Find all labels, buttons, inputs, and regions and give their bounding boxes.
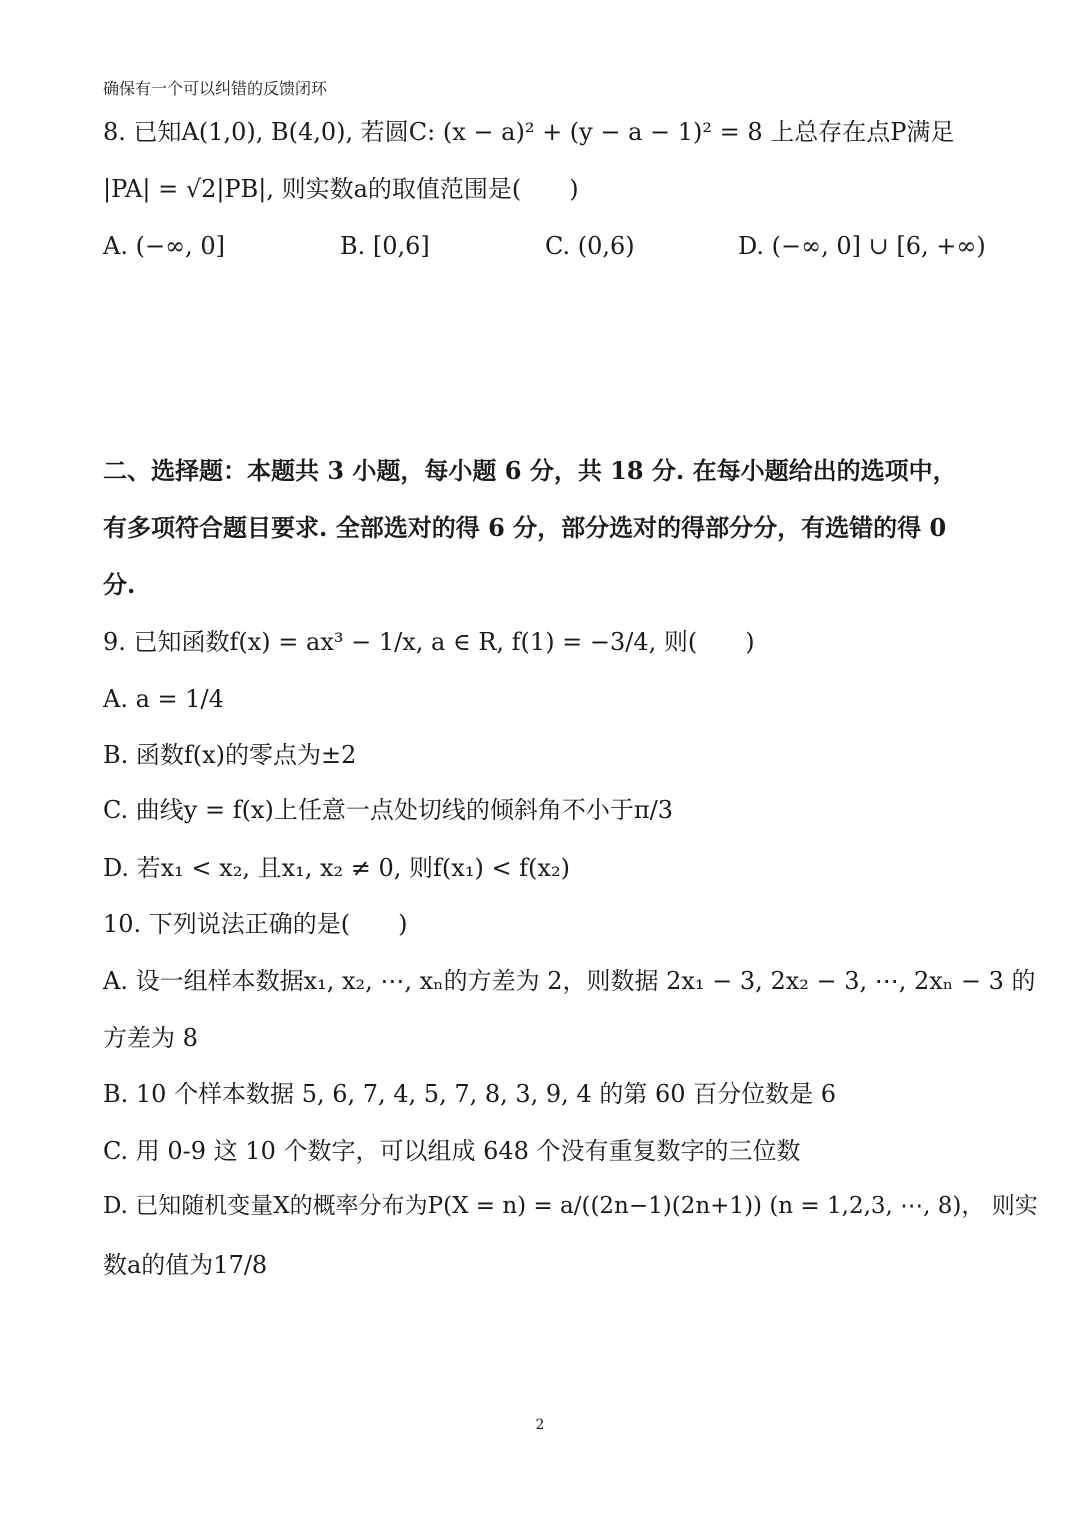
question-10-option-a-line1: A. 设一组样本数据x₁, x₂, ⋯, xₙ的方差为 2，则数据 2x₁ − 3, 2x₂ − 3, ⋯, 2xₙ − 3 的 [103,967,1036,995]
question-9-option-c: C. 曲线y = f(x)上任意一点处切线的倾斜角不小于π/3 [103,796,673,824]
question-10-option-d-line1: D. 已知随机变量X的概率分布为P(X = n) = a/((2n−1)(2n+1)) (n = 1,2,3, ⋯, 8)， 则实 [103,1193,1038,1219]
question-8-option-d: D. (−∞, 0] ∪ [6, +∞) [738,232,986,260]
question-9-stem: 9. 已知函数f(x) = ax³ − 1/x, a ∈ R, f(1) = −3/4, 则( ) [103,628,755,656]
question-8-option-a: A. (−∞, 0] [103,232,225,260]
question-8-stem-line2: |PA| = √2|PB|, 则实数a的取值范围是( ) [103,175,579,203]
question-8-option-c: C. (0,6) [545,232,635,260]
question-10-option-c: C. 用 0-9 这 10 个数字，可以组成 648 个没有重复数字的三位数 [103,1137,801,1165]
page-header: 确保有一个可以纠错的反馈闭环 [103,79,328,98]
page-number: 2 [535,1417,545,1433]
question-10-option-a-line2: 方差为 8 [103,1024,198,1052]
question-9-option-d: D. 若x₁ < x₂, 且x₁, x₂ ≠ 0, 则f(x₁) < f(x₂) [103,854,570,882]
question-10-option-b: B. 10 个样本数据 5, 6, 7, 4, 5, 7, 8, 3, 9, 4 的第 60 百分位数是 6 [103,1080,837,1108]
question-10-stem: 10. 下列说法正确的是( ) [103,910,408,938]
question-9-option-b: B. 函数f(x)的零点为±2 [103,741,357,769]
section-2-heading-line2: 有多项符合题目要求. 全部选对的得 6 分，部分选对的得部分分，有选错的得 0 [103,513,947,542]
question-8-stem-line1: 8. 已知A(1,0), B(4,0), 若圆C: (x − a)² + (y − a − 1)² = 8 上总存在点P满足 [103,118,955,146]
question-8-option-b: B. [0,6] [340,232,430,260]
section-2-heading-line1: 二、选择题：本题共 3 小题，每小题 6 分，共 18 分. 在每小题给出的选项中， [103,456,957,485]
section-2-heading-line3: 分. [103,570,136,599]
question-10-option-d-line2: 数a的值为17/8 [103,1251,268,1279]
question-9-option-a: A. a = 1/4 [103,685,224,713]
